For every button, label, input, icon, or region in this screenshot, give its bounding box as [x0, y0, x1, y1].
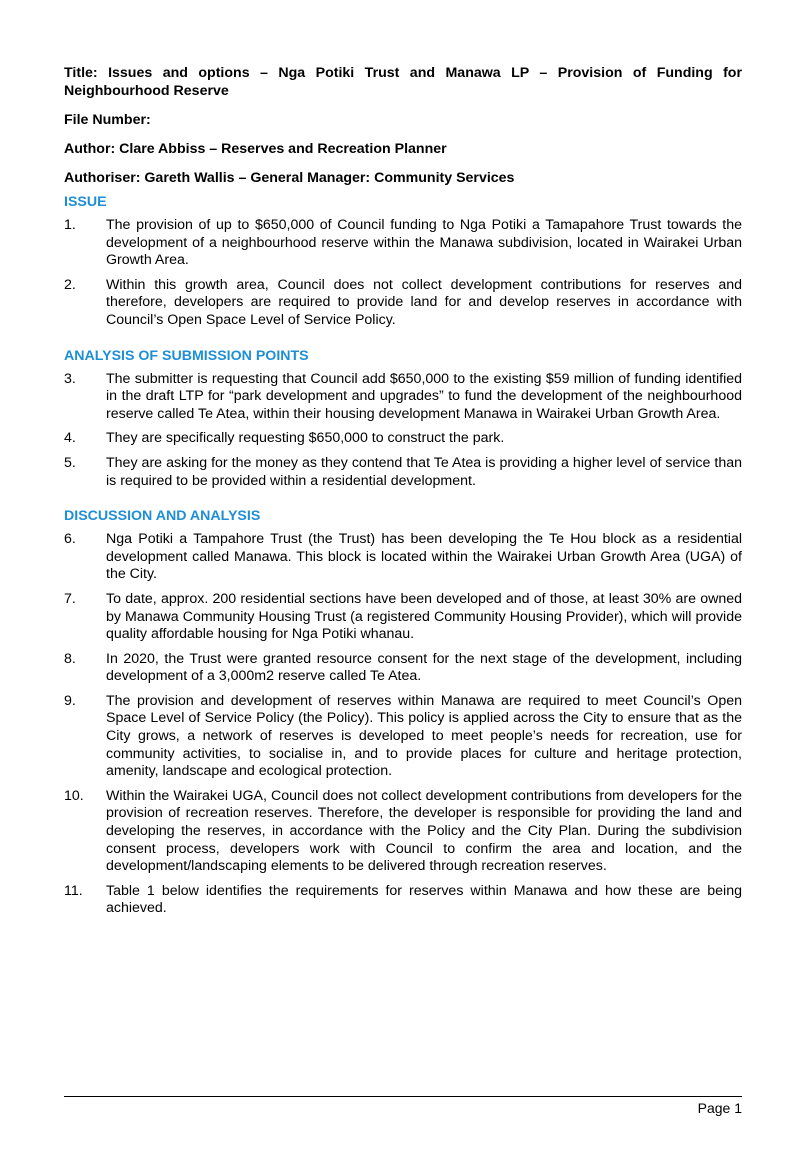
paragraph-9: [64, 693, 742, 781]
paragraph-number: 6.: [64, 531, 76, 548]
paragraph-text: The submitter is requesting that Council add $650,000 to the existing $59 million of funding identified in the draft LTP for “park development and upgrades” to fund the development of the neighbourhood reserve called Te Atea, within their housing development Manawa in Wairakei Urban Growth Area.: [106, 370, 742, 422]
paragraph-text: To date, approx. 200 residential sections have been developed and of those, at least 30% are owned by Manawa Community Housing Trust (a registered Community Housing Provider), which will provide quality affordable housing for Nga Potiki whanau.: [106, 590, 742, 643]
paragraph-number: 7.: [64, 590, 76, 607]
paragraph-text: Nga Potiki a Tampahore Trust (the Trust) has been developing the Te Hou block as a residential development called Manawa. This block is located within the Wairakei Urban Growth Area (UGA) of the City.: [106, 531, 742, 583]
paragraph-number: 4.: [64, 430, 76, 447]
document-title: Title: Issues and options – Nga Potiki Trust and Manawa LP – Provision of Funding for Neighbourhood Reserve: [64, 65, 742, 99]
footer-divider: [64, 1096, 742, 1097]
paragraph-6: [64, 531, 742, 584]
paragraph-number: 1.: [64, 217, 76, 233]
paragraph-text: They are asking for the money as they contend that Te Atea is providing a higher level of service than is required to be provided within a residential development.: [106, 454, 742, 489]
paragraph-text: The provision of up to $650,000 of Council funding to Nga Potiki a Tamapahore Trust towards the development of a neighbourhood reserve within the Manawa subdivision, located in Wairakei Urban Growth Area.: [106, 217, 742, 269]
section-heading-discussion-and-analysis: DISCUSSION AND ANALYSIS: [64, 508, 261, 525]
paragraph-7: [64, 591, 742, 644]
paragraph-number: 10.: [64, 787, 84, 804]
paragraph-text: Within the Wairakei UGA, Council does not collect development contributions from developers for the provision of recreation reserves. Therefore, the developer is responsible for providing the land and developing the reserves, in accordance with the Policy and the City Plan. During the subdivision consent process, developers work with Council to confirm the area and location, and the development/landscaping elements to be delivered through recreation reserves.: [106, 787, 742, 875]
paragraph-text: They are specifically requesting $650,000 to construct the park.: [106, 430, 505, 447]
paragraph-1: [64, 217, 742, 270]
section-heading-analysis-of-submission-points: ANALYSIS OF SUBMISSION POINTS: [64, 347, 309, 364]
paragraph-text: Within this growth area, Council does not collect development contributions for reserves and therefore, developers are required to provide land for and develop reserves in accordance with Council’s Open Space Level of Service Policy.: [106, 276, 742, 328]
paragraph-number: 3.: [64, 370, 76, 387]
document-page: [64, 64, 742, 925]
paragraph-8: [64, 651, 742, 686]
paragraph-number: 5.: [64, 454, 76, 471]
paragraph-10: [64, 788, 742, 876]
paragraph-text: Table 1 below identifies the requirements for reserves within Manawa and how these are being achieved.: [106, 882, 742, 917]
paragraph-text: In 2020, the Trust were granted resource consent for the next stage of the development, including development of a 3,000m2 reserve called Te Atea.: [106, 650, 742, 685]
paragraph-number: 8.: [64, 650, 76, 667]
paragraph-11: [64, 883, 742, 918]
file-number: File Number:: [64, 112, 151, 128]
paragraph-4: [64, 430, 742, 448]
section-heading-issue: ISSUE: [64, 194, 107, 210]
author: Author: Clare Abbiss – Reserves and Recreation Planner: [64, 141, 447, 157]
authoriser: Authoriser: Gareth Wallis – General Manager: Community Services: [64, 170, 515, 186]
page-number: Page 1: [697, 1100, 742, 1116]
paragraph-text: The provision and development of reserves within Manawa are required to meet Council’s Open Space Level of Service Policy (the Policy). This policy is applied across the City to ensure that as the City grows, a network of reserves is developed to meet people’s needs for recreation, use for community activities, to socialise in, and to provide places for culture and heritage protection, amenity, landscape and ecological protection.: [106, 692, 742, 780]
paragraph-number: 11.: [64, 882, 83, 899]
paragraph-3: [64, 371, 742, 424]
paragraph-number: 9.: [64, 692, 76, 709]
paragraph-5: [64, 455, 742, 490]
paragraph-number: 2.: [64, 276, 76, 293]
paragraph-2: [64, 277, 742, 330]
